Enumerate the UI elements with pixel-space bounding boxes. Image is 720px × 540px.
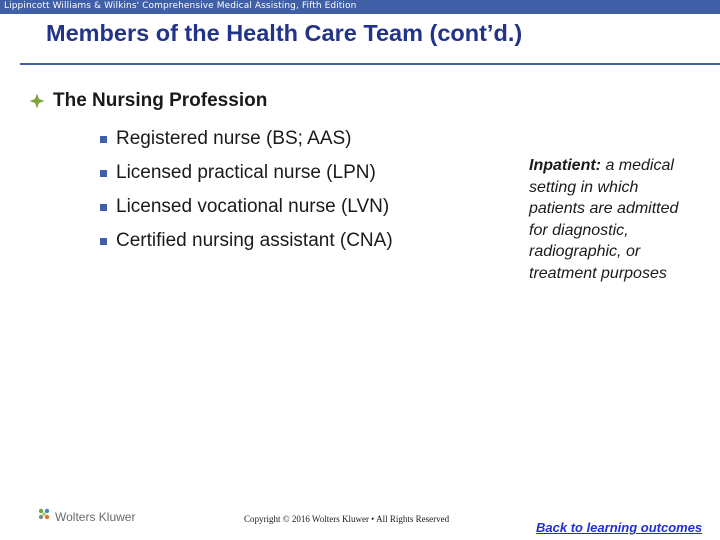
square-bullet-icon — [100, 238, 107, 245]
square-bullet-icon — [100, 136, 107, 143]
list-item — [100, 224, 393, 258]
list-item-text: Licensed vocational nurse (LVN) — [116, 196, 390, 217]
section-heading — [26, 90, 267, 112]
square-bullet-icon — [100, 204, 107, 211]
copyright-notice: Copyright © 2016 Wolters Kluwer • All Rights Reserved — [244, 514, 450, 524]
diamond-bullet-icon — [26, 90, 48, 112]
list-item — [100, 156, 393, 190]
definition-note — [529, 155, 689, 285]
list-item-text: Licensed practical nurse (LPN) — [116, 162, 376, 183]
wolters-kluwer-logo-icon — [36, 506, 52, 527]
definition-term: Inpatient: — [529, 157, 601, 174]
list-item-text: Registered nurse (BS; AAS) — [116, 128, 352, 149]
back-to-outcomes-link[interactable]: Back to learning outcomes — [536, 520, 703, 535]
definition-text: a medical setting in which patients are admitted for diagnostic, radiographic, or treatment purposes — [529, 157, 679, 282]
logo-text: Wolters Kluwer — [55, 509, 136, 524]
publisher-logo — [36, 506, 135, 527]
title-divider — [20, 63, 720, 65]
list-item — [100, 122, 393, 156]
nursing-role-list — [100, 122, 393, 258]
list-item — [100, 190, 393, 224]
book-title-bar — [0, 0, 720, 14]
book-title: Lippincott Williams & Wilkins' Comprehensive Medical Assisting, Fifth Edition — [4, 1, 357, 11]
square-bullet-icon — [100, 170, 107, 177]
section-heading-text: The Nursing Profession — [53, 90, 268, 111]
slide-title: Members of the Health Care Team (cont’d.) — [46, 20, 523, 46]
list-item-text: Certified nursing assistant (CNA) — [116, 230, 393, 251]
